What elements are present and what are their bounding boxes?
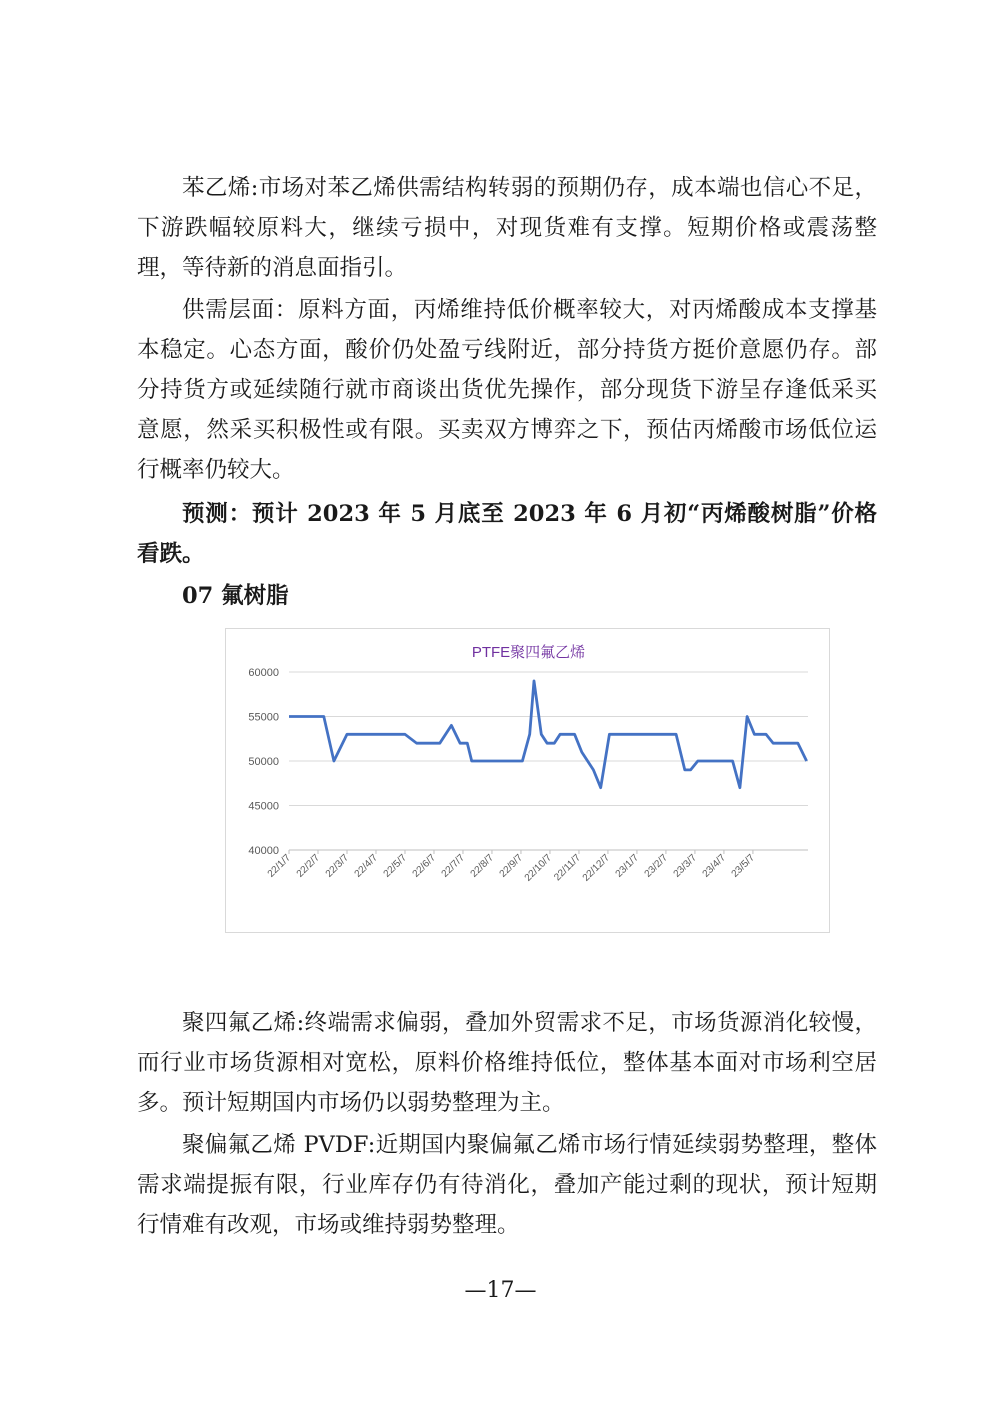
x-tick-label: 23/4/7	[700, 852, 729, 880]
y-tick-label: 45000	[248, 800, 279, 813]
x-tick-label: 22/6/7	[410, 852, 439, 880]
y-tick-label: 60000	[248, 667, 279, 679]
x-tick-label: 22/3/7	[323, 852, 352, 880]
chart-title: PTFE聚四氟乙烯	[471, 644, 586, 661]
x-tick-label: 22/5/7	[381, 852, 410, 880]
ptfe-chart-svg	[226, 629, 829, 932]
supply-demand-paragraph: 供需层面：原料方面，丙烯维持低价概率较大，对丙烯酸成本支撑基本稳定。心态方面，酸价仍处盈亏线附近，部分持货方挺价意愿仍存。部分持货方或延续随行就市商谈出货优先操作，部分现货下游呈存逢低采买意愿，然采买积极性或有限。买卖双方博弈之下，预估丙烯酸市场低位运行概率仍较大。	[137, 297, 877, 483]
pvdf-paragraph: 聚偏氟乙烯 PVDF:近期国内聚偏氟乙烯市场行情延续弱势整理，整体需求端提振有限，行业库存仍有待消化，叠加产能过剩的现状，预计短期行情难有改观，市场或维持弱势整理。	[137, 1132, 877, 1238]
x-tick-label: 22/11/7	[552, 852, 584, 884]
x-tick-label: 22/9/7	[497, 852, 526, 880]
x-tick-label: 22/10/7	[522, 852, 555, 884]
styrene-paragraph: 苯乙烯:市场对苯乙烯供需结构转弱的预期仍存，成本端也信心不足，下游跌幅较原料大，继续亏损中，对现货难有支撑。短期价格或震荡整理，等待新的消息面指引。	[137, 175, 877, 281]
x-tick-label: 22/7/7	[439, 852, 468, 880]
x-tick-label: 22/1/7	[265, 852, 294, 880]
section-heading: 07 氟树脂	[182, 583, 289, 609]
series-line	[289, 681, 807, 788]
ptfe-paragraph: 聚四氟乙烯:终端需求偏弱，叠加外贸需求不足，市场货源消化较慢，而行业市场货源相对宽松，原料价格维持低位，整体基本面对市场利空居多。预计短期国内市场仍以弱势整理为主。	[137, 1010, 877, 1116]
y-tick-label: 50000	[248, 756, 279, 768]
x-tick-label: 23/5/7	[729, 852, 758, 880]
x-tick-label: 22/2/7	[294, 852, 323, 880]
x-tick-label: 22/8/7	[468, 852, 497, 880]
x-tick-label: 23/3/7	[671, 852, 700, 880]
y-tick-label: 40000	[248, 845, 279, 857]
y-tick-label: 55000	[248, 711, 279, 724]
x-tick-label: 22/4/7	[352, 852, 381, 880]
x-tick-label: 23/1/7	[613, 852, 642, 880]
x-tick-label: 22/12/7	[580, 852, 613, 884]
forecast-paragraph: 预测：预计 2023 年 5 月底至 2023 年 6 月初“丙烯酸树脂”价格看跌。	[137, 501, 877, 567]
page-number: —17—	[464, 1278, 537, 1303]
ptfe-chart	[225, 628, 830, 933]
x-tick-label: 23/2/7	[642, 852, 671, 880]
